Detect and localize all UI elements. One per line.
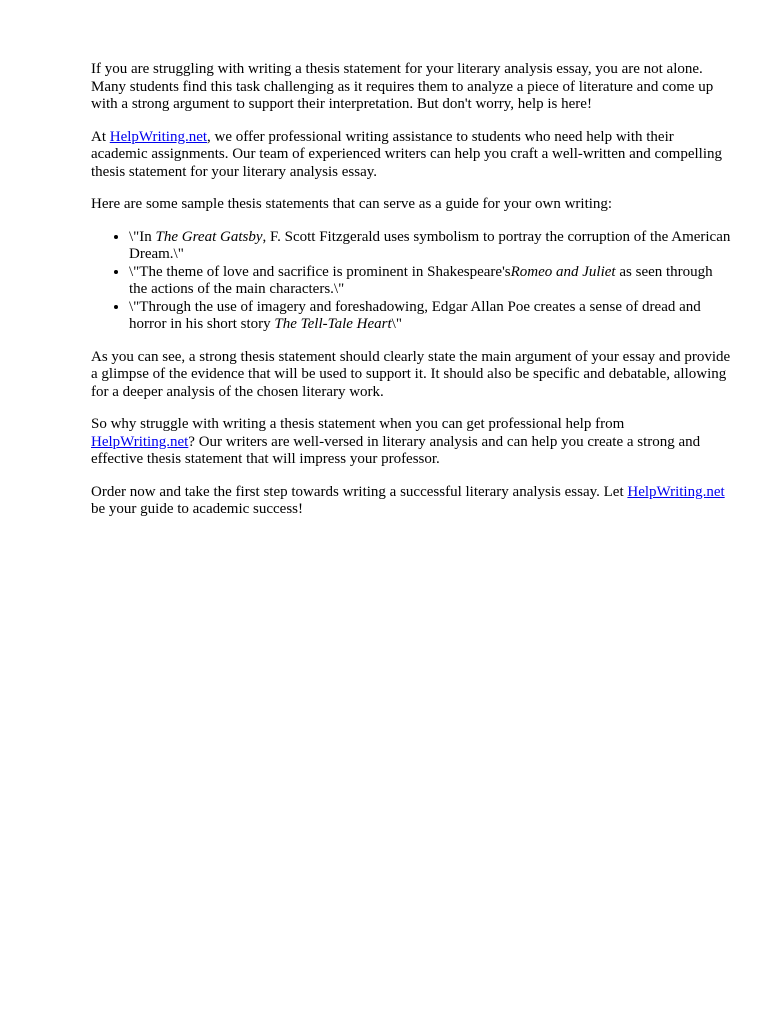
sample-title: The Tell-Tale Heart [274,316,392,332]
cta-paragraph [91,484,731,519]
document-body [91,61,731,534]
samples-intro-paragraph [91,196,731,214]
helpwriting-link[interactable]: HelpWriting.net [91,433,189,450]
samples-intro-text: Here are some sample thesis statements that can serve as a guide for your own writing: [91,196,613,212]
sample-after: as seen through the actions of the main characters.\" [129,263,713,297]
list-item [129,229,731,264]
cta-prefix: Order now and take the first step towards writing a successful literary analysis essay. Let [91,483,628,500]
intro-text: If you are struggling with writing a thesis statement for your literary analysis essay, you are not alone. Many students find this task challenging as it requires them to analyze a piece of literature and come up with a strong argument to support their interpretation. But don't worry, help is here! [91,61,714,112]
sample-title: The Great Gatsby [155,228,263,245]
list-item [129,299,731,334]
why-suffix: ? Our writers are well-versed in literary analysis and can help you create a strong and effective thesis statement that will impress your professor. [91,433,701,467]
offer-suffix: , we offer professional writing assistance to students who need help with their academic assignments. Our team of experienced writers can help you craft a well-written and compelling thesis statement for your literary analysis essay. [91,128,723,180]
offer-paragraph [91,129,731,182]
explanation-text: As you can see, a strong thesis statement should clearly state the main argument of your essay and provide a glimpse of the evidence that will be used to support it. It should also be specific and debatable, allowing for a deeper analysis of the chosen literary work. [91,348,731,400]
intro-paragraph [91,61,731,114]
sample-title: Romeo and Juliet [510,263,616,280]
helpwriting-link[interactable]: HelpWriting.net [627,483,725,500]
why-paragraph [91,416,731,469]
sample-before: \"The theme of love and sacrifice is prominent in Shakespeare's [129,263,511,280]
explanation-paragraph [91,349,731,402]
cta-suffix: be your guide to academic success! [91,501,303,517]
sample-before: \"In [129,228,156,245]
list-item [129,264,731,299]
why-prefix: So why struggle with writing a thesis statement when you can get professional help from [91,416,625,432]
sample-after: \" [391,316,402,332]
sample-after: , F. Scott Fitzgerald uses symbolism to portray the corruption of the American Dream.\" [129,228,731,262]
offer-prefix: At [91,128,110,145]
sample-before: \"Through the use of imagery and foreshadowing, Edgar Allan Poe creates a sense of dread and horror in his short story [129,298,701,332]
sample-thesis-list [91,229,731,334]
helpwriting-link[interactable]: HelpWriting.net [109,128,208,145]
